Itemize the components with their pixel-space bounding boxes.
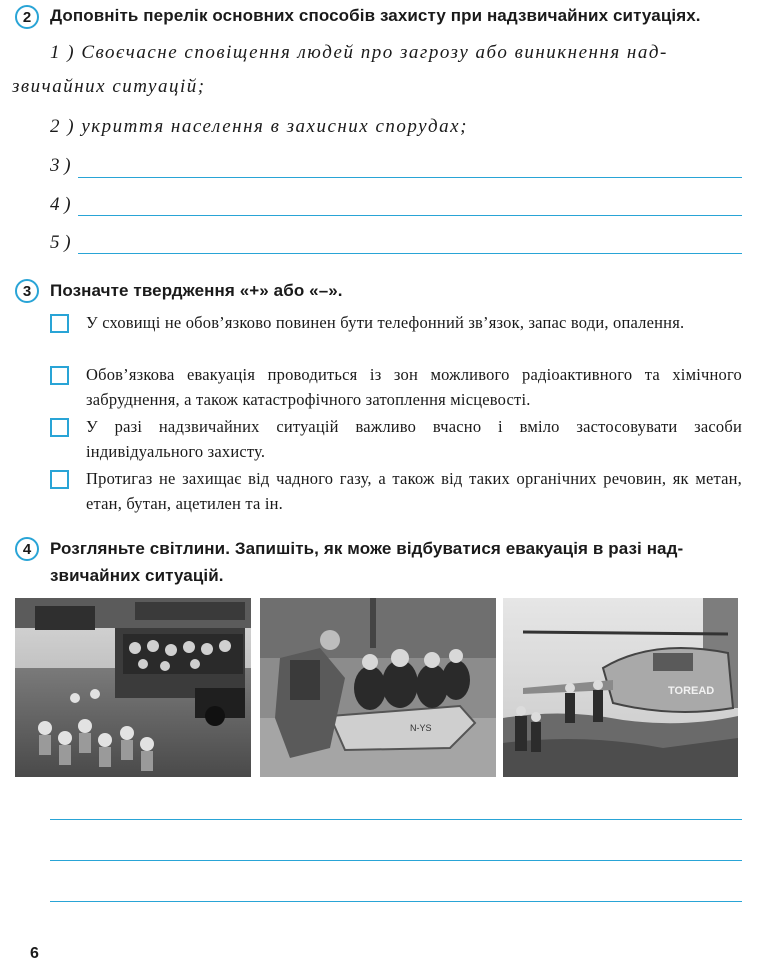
photo-boat-rescue bbox=[260, 598, 496, 777]
answer-line[interactable] bbox=[50, 901, 742, 902]
handwritten-answer: 2 ) укриття населення в захисних спорудах; bbox=[50, 116, 468, 137]
answer-line[interactable] bbox=[50, 819, 742, 820]
answer-line[interactable] bbox=[50, 860, 742, 861]
page-number: 6 bbox=[30, 945, 39, 962]
question-title-continued: звичайних ситуацій. bbox=[50, 566, 224, 585]
question-number-badge bbox=[15, 279, 39, 303]
question-number-badge bbox=[15, 5, 39, 29]
answer-checkbox[interactable] bbox=[50, 418, 69, 437]
answer-line[interactable] bbox=[78, 253, 742, 254]
question-title: Розгляньте світлини. Запишіть, як може відбуватися евакуація в разі над- bbox=[50, 539, 684, 558]
helicopter-label: TOREAD bbox=[668, 685, 715, 697]
photo-flood-truck bbox=[15, 598, 251, 777]
question-title: Позначте твердження «+» або «–». bbox=[50, 281, 343, 300]
statement-text: Протигаз не захищає від чадного газу, а також від таких органічних речовин, як метан, етан, бутан, ацетилен та ін. bbox=[86, 469, 742, 513]
svg-text:N-YS: N-YS bbox=[410, 723, 432, 733]
handwritten-answer: 1 ) Своєчасне сповіщення людей про загрозу або виникнення над- bbox=[50, 42, 668, 63]
statement-text: Обов’язкова евакуація проводиться із зон можливого радіоактивного та хімічного забруднення, а також катастрофічного затоплення місцевості. bbox=[86, 365, 742, 409]
question-number: 3 bbox=[22, 282, 32, 300]
question-number: 4 bbox=[22, 540, 32, 558]
photo-helicopter-evacuation bbox=[503, 598, 738, 777]
item-number: 5 ) bbox=[50, 232, 71, 253]
item-number: 3 ) bbox=[50, 155, 71, 176]
statement-text: У разі надзвичайних ситуацій важливо вчасно і вміло застосовувати засоби індивідуального захисту. bbox=[86, 417, 742, 461]
handwritten-answer: звичайних ситуацій; bbox=[12, 76, 206, 97]
answer-checkbox[interactable] bbox=[50, 366, 69, 385]
answer-line[interactable] bbox=[78, 215, 742, 216]
statement-text: У сховищі не обов’язково повинен бути телефонний зв’язок, запас води, опалення. bbox=[86, 313, 685, 332]
answer-line[interactable] bbox=[78, 177, 742, 178]
question-number-badge bbox=[15, 537, 39, 561]
answer-checkbox[interactable] bbox=[50, 470, 69, 489]
question-title: Доповніть перелік основних способів захисту при надзвичайних ситуаціях. bbox=[50, 6, 701, 25]
question-number: 2 bbox=[22, 8, 32, 26]
answer-checkbox[interactable] bbox=[50, 314, 69, 333]
item-number: 4 ) bbox=[50, 194, 71, 215]
